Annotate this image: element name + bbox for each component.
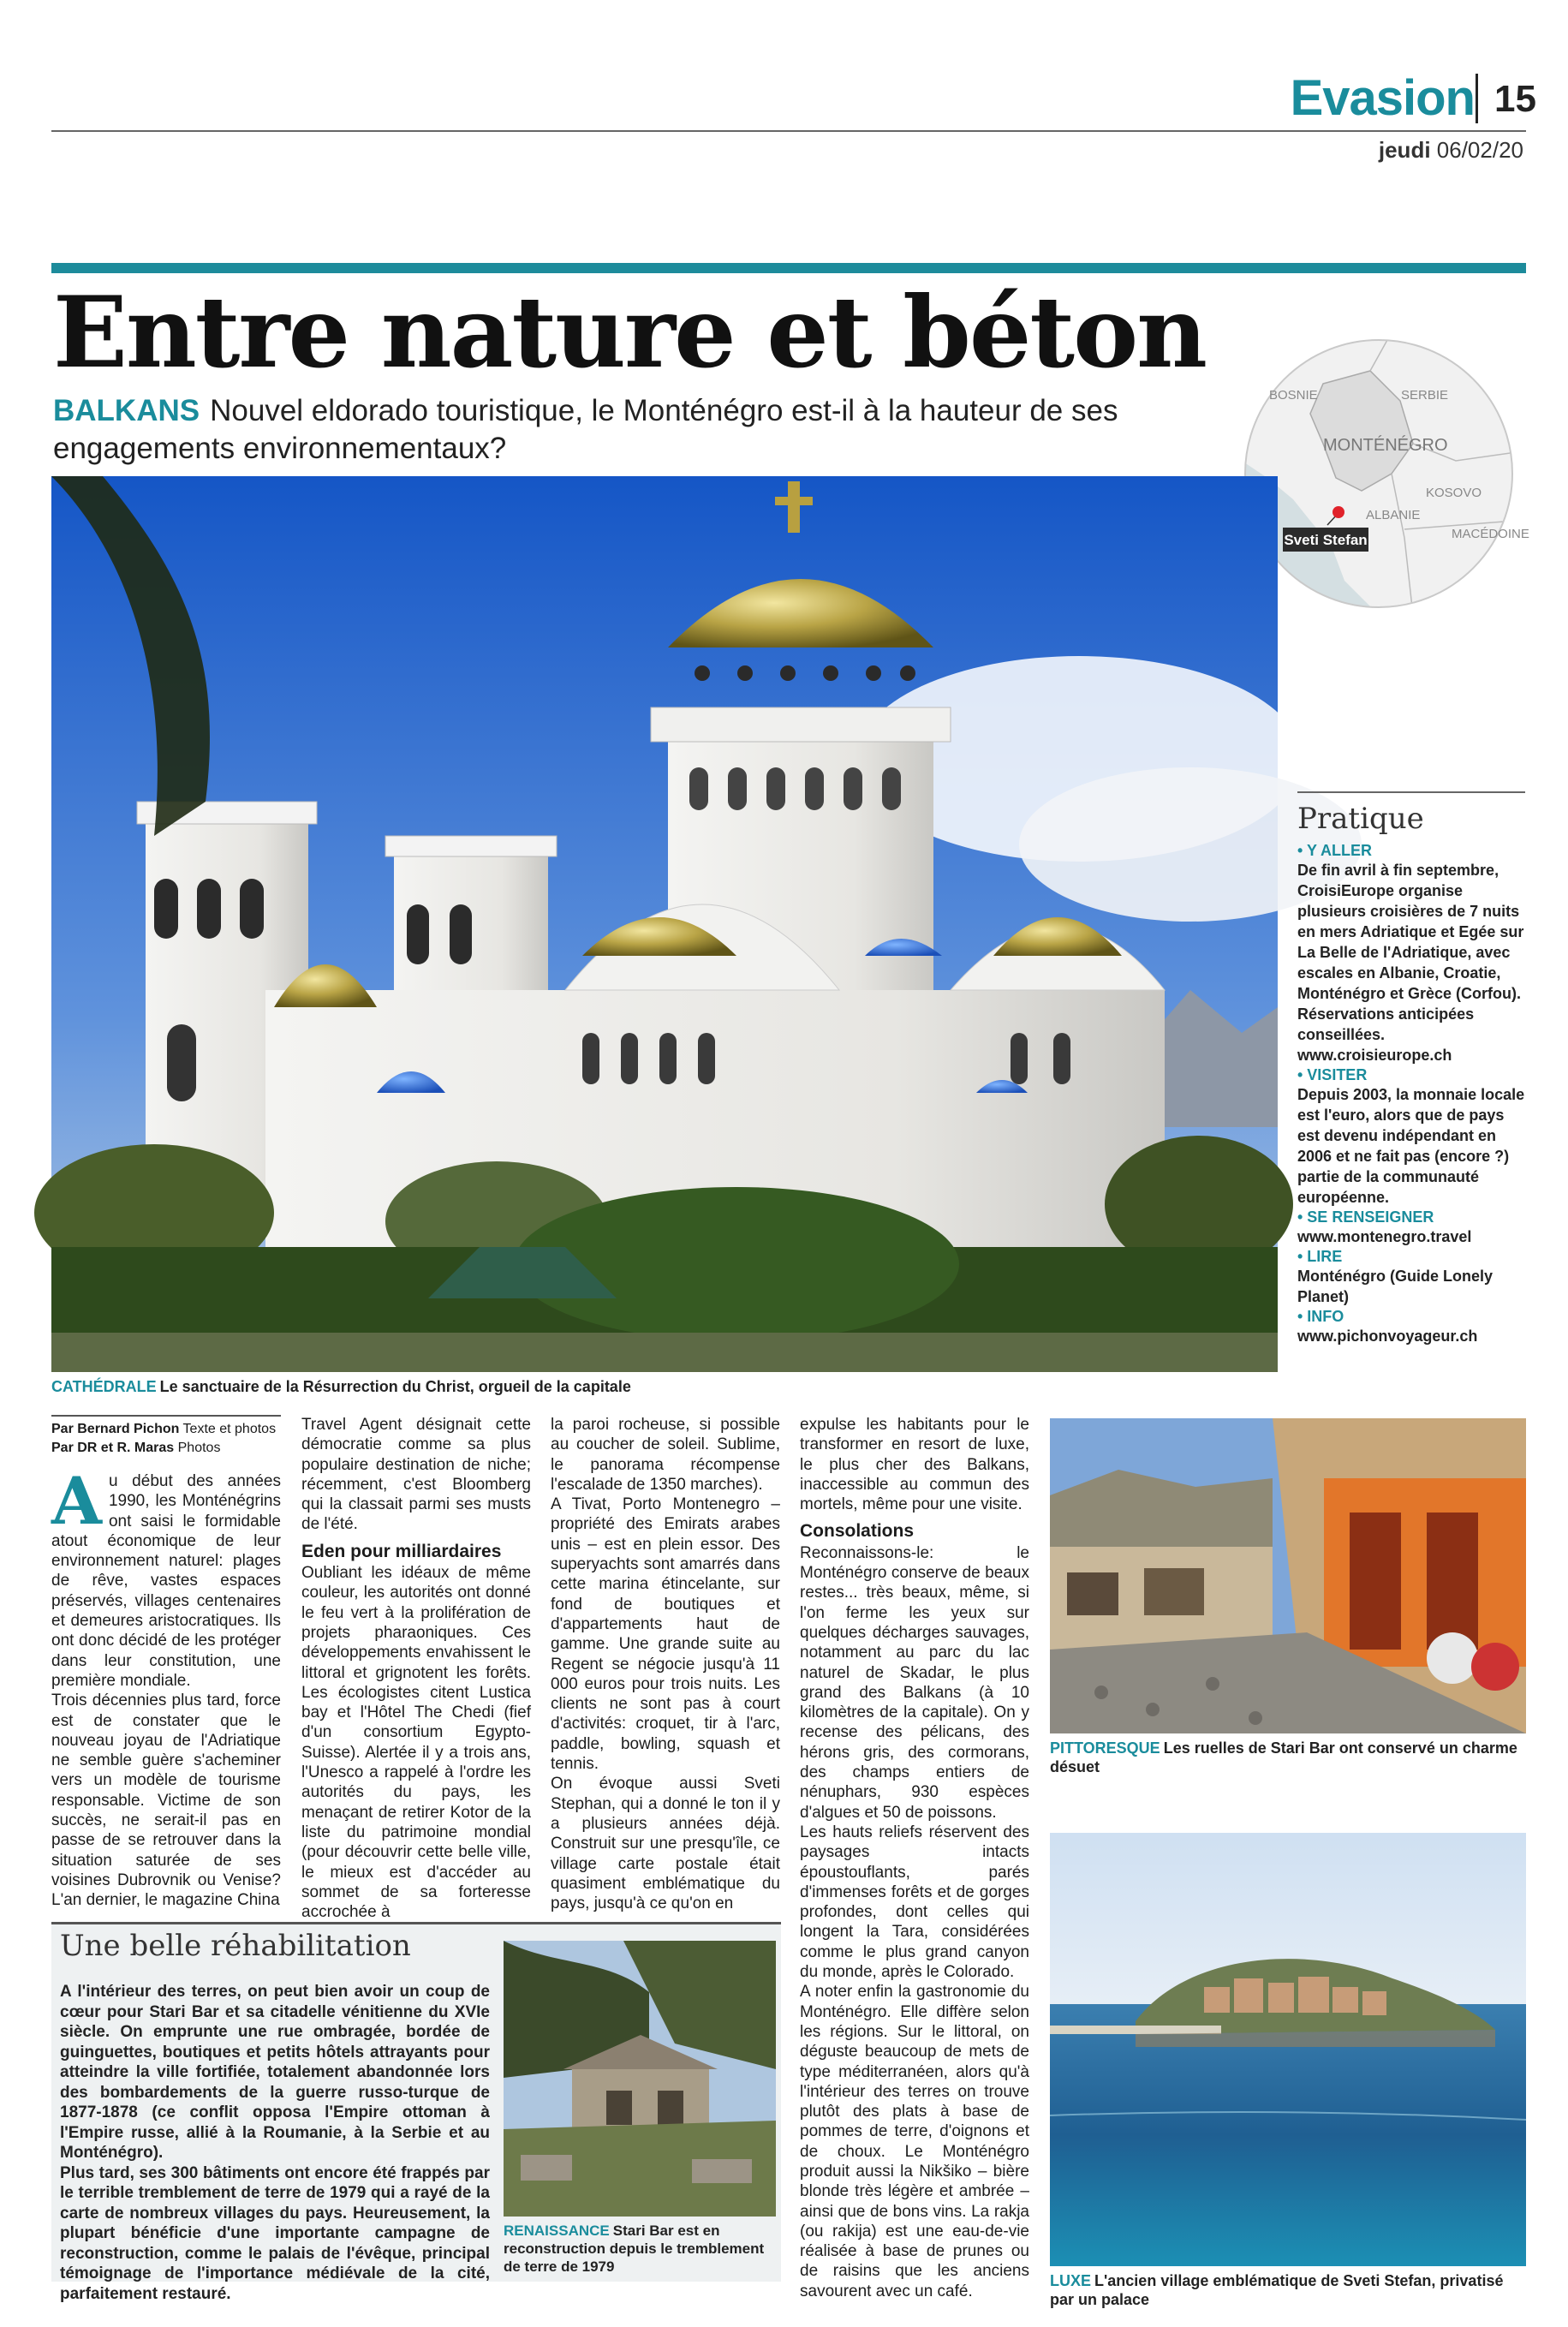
map-label-kosovo: KOSOVO xyxy=(1426,486,1482,500)
issue-date-value: 06/02/20 xyxy=(1436,137,1523,163)
byline-author-role: Texte et photos xyxy=(182,1422,277,1436)
header-separator xyxy=(1476,74,1478,123)
pratique-text: Depuis 2003, la monnaie locale est l'euro, alors que de pays est devenu indépendant en 2006 et ne fait pas (encore ?) partie de la communauté européenne. xyxy=(1297,1086,1525,1206)
box-caption-text: Stari Bar est en reconstruction depuis le tremblement de terre de 1979 xyxy=(504,2223,765,2275)
pratique-heading: • LIRE xyxy=(1297,1248,1343,1265)
map-pin-icon xyxy=(1333,506,1344,518)
article-column-3 xyxy=(551,1415,780,1913)
pratique-rule xyxy=(1297,791,1525,793)
pratique-sidebar xyxy=(1297,791,1525,1346)
article-paragraph: Oubliant les idéaux de même couleur, les autorités ont donné le feu vert à la prolifération de projets pharaoniques. Ces développements envahissent le littoral et grignotent les forêts. Les écologistes citent Lustica bay et l'Hôtel The Chedi (fief d'un consortium Egypto-Suisse). Alertée il y a trois ans, l'Unesco a rappelé à l'ordre les autorités du pays, les menaçant de retirer Kotor de la liste du patrimoine mondial (pour découvrir cette belle ville, le mieux est d'accéder au sommet de sa forteresse accrochée à xyxy=(301,1564,531,1922)
photo-sveti-stefan xyxy=(1050,1833,1526,2266)
box-caption-kicker: RENAISSANCE xyxy=(504,2223,610,2239)
byline xyxy=(51,1420,308,1458)
map-label-bosnie: BOSNIE xyxy=(1269,388,1318,403)
subheading-consolations: Consolations xyxy=(800,1521,915,1542)
article-column-4 xyxy=(800,1415,1029,2301)
photo3-caption-text: L'ancien village emblématique de Sveti Stefan, privatisé par un palace xyxy=(1050,2272,1504,2308)
byline-photo-role: Photos xyxy=(177,1441,221,1455)
photo2-caption-text: Les ruelles de Stari Bar ont conservé un charme désuet xyxy=(1050,1739,1517,1775)
header-rule xyxy=(51,130,1526,132)
map-label-serbie: SERBIE xyxy=(1401,388,1449,403)
pratique-heading: • VISITER xyxy=(1297,1066,1368,1083)
main-caption-kicker: CATHÉDRALE xyxy=(51,1378,157,1395)
photo-stari-bar-ruins xyxy=(504,1941,776,2217)
byline-rule xyxy=(51,1415,281,1417)
dek-kicker: BALKANS xyxy=(53,394,200,427)
box-title: Une belle réhabilitation xyxy=(60,1929,411,1963)
page-title: Entre nature et béton xyxy=(53,275,1206,390)
issue-day: jeudi xyxy=(1378,137,1431,163)
map-pin-label: Sveti Stefan xyxy=(1284,532,1368,548)
subheading-eden: Eden pour milliardaires xyxy=(301,1541,502,1561)
byline-photo-prefix: Par xyxy=(51,1441,74,1455)
pratique-text: Monténégro (Guide Lonely Planet) xyxy=(1297,1268,1493,1305)
section-name: Evasion xyxy=(1290,70,1475,126)
article-paragraph: u début des années 1990, les Monténégrins ont saisi le formidable atout économique de leur environnement naturel: plages de rêve, vastes espaces préservés, villages centenaires et demeures aristocratiques. Ils ont donc décidé de les protéger dans leur constitution, une première mondiale. xyxy=(51,1472,281,1690)
main-caption xyxy=(51,1377,1285,1396)
byline-photo xyxy=(51,1439,308,1458)
article-paragraph: Reconnaissons-le: le Monténégro conserve de beaux restes... très beaux, même, si l'on ferme les yeux sur quelques décharges sauvages, notamment au parc du lac naturel de Skadar, le plus grand des Balkans (à 10 kilomètres de la capitale). On y recense des pélicans, des hérons gris, des cormorans, des champs entiers de nénuphars, 930 espèces d'algues et 50 de poissons. xyxy=(800,1543,1029,1822)
byline-author-prefix: Par xyxy=(51,1422,74,1436)
box-rule xyxy=(51,1922,781,1924)
map-label-albanie: ALBANIE xyxy=(1366,508,1421,522)
dek xyxy=(53,392,1235,468)
photo-stari-bar-street xyxy=(1050,1418,1526,1733)
issue-date xyxy=(1379,137,1523,164)
box-photo-caption xyxy=(504,2222,776,2276)
box-paragraph: Plus tard, ses 300 bâtiments ont encore été frappés par le terrible tremblement de terre de 1979 qui a rayé de la carte de nombreux villages du pays. Heureusement, la plupart bénéficie d'une importante campagne de reconstruction, comme le palais de l'évêque, principal témoignage de l'importance médiévale de la cité, parfaitement restauré. xyxy=(60,2163,490,2303)
main-photo-cathedral xyxy=(51,476,1278,1372)
box-paragraph: A l'intérieur des terres, on peut bien avoir un coup de cœur pour Stari Bar et sa citadelle vénitienne du XVIe siècle. On emprunte une rue ombragée, bordée de guinguettes, boutiques et petits hôtels attrayants pour atteindre la ville fortifiée, totalement abandonnée lors des bombardements de la guerre russo-turque de 1877-1878 (ce conflit opposa l'Empire ottoman à l'Empire russe, allié à la Roumanie, à la Serbie et au Monténégro). xyxy=(60,1983,490,2162)
photo3-caption-kicker: LUXE xyxy=(1050,2272,1092,2289)
pratique-title: Pratique xyxy=(1297,802,1424,836)
photo2-caption xyxy=(1050,1739,1529,1776)
pratique-text: www.pichonvoyageur.ch xyxy=(1297,1328,1478,1345)
article-paragraph: Trois décennies plus tard, force est de constater que le nouveau joyau de l'Adriatique ne semble guère s'acheminer vers un modèle de tourisme responsable. Victime de son succès, ne serait-il pas en passe de se retrouver dans la situation saturée de ses voisines Dubrovnik ou Venise? L'an dernier, le magazine China xyxy=(51,1692,281,1910)
byline-photo-name: DR et R. Maras xyxy=(77,1441,175,1455)
main-caption-text: Le sanctuaire de la Résurrection du Christ, orgueil de la capitale xyxy=(159,1378,631,1395)
article-column-2 xyxy=(301,1415,531,1922)
byline-author xyxy=(51,1420,308,1439)
article-paragraph: Les hauts reliefs réservent des paysages intacts époustouflants, parés d'immenses forêts et de gorges profondes, dont celles qui longent la Tara, considérées comme le plus grand canyon du monde, après le Colorado. xyxy=(800,1823,1029,1982)
article-paragraph: A noter enfin la gastronomie du Monténégro. Elle diffère selon les régions. Sur le littoral, on déguste beaucoup de mets de type méditerranéen, alors qu'à l'intérieur des terres on trouve plutôt des plats à base de pommes de terre, d'oignons et de choux. Le Monténégro produit aussi la Nikšiko – bière blonde très légère et ambrée – ainsi que de bons vins. La rakja (ou rakija) est une eau-de-vie réalisée à base de prunes ou de raisins que les anciens savourent avec un café. xyxy=(800,1983,1029,2300)
article-paragraph: A Tivat, Porto Montenegro – propriété des Emirats arabes unis – est en plein essor. Des superyachts sont amarrés dans cette marina étincelante, sur fond de boutiques et d'appartements haut de gamme. Une grande suite au Regent se négocie jusqu'à 11 000 euros pour trois nuits. Les clients ne sont pas à court d'activités: croquet, tir à l'arc, paddle, bowling, squash et tennis. xyxy=(551,1495,780,1774)
pratique-heading: • INFO xyxy=(1297,1308,1344,1325)
map-label-montenegro: MONTÉNÉGRO xyxy=(1323,436,1448,455)
pratique-text: www.montenegro.travel xyxy=(1297,1228,1472,1245)
box-text xyxy=(60,1982,490,2304)
dek-text: Nouvel eldorado touristique, le Monténégro est-il à la hauteur de ses engagements environnementaux? xyxy=(53,394,1118,465)
page-number: 15 xyxy=(1494,78,1536,120)
photo3-caption xyxy=(1050,2271,1529,2309)
article-paragraph: Travel Agent désignait cette démocratie comme sa plus populaire destination de niche; récemment, c'est Bloomberg qui la classait parmi ses musts de l'été. xyxy=(301,1416,531,1534)
pratique-text: De fin avril à fin septembre, CroisiEurope organise plusieurs croisières de 7 nuits en mers Adriatique et Egée sur La Belle de l'Adriatique, avec escales en Albanie, Croatie, Monténégro et Grèce (Corfou). Réservations anticipées conseillées. www.croisieurope.ch xyxy=(1297,862,1524,1064)
pratique-heading: • Y ALLER xyxy=(1297,842,1372,859)
article-column-1 xyxy=(51,1463,281,1911)
photo2-caption-kicker: PITTORESQUE xyxy=(1050,1739,1160,1757)
article-paragraph: On évoque aussi Sveti Stephan, qui a donné le ton il y a plusieurs années déjà. Construit sur une presqu'île, ce village carte postale était quasiment emblématique du pays, jusqu'à ce qu'on en xyxy=(551,1775,780,1913)
byline-author-name: Bernard Pichon xyxy=(77,1422,180,1436)
map-label-macedoine: MACÉDOINE xyxy=(1452,527,1529,541)
article-paragraph: la paroi rocheuse, si possible au coucher de soleil. Sublime, le panorama récompense l'escalade de 1350 marches). xyxy=(551,1416,780,1494)
dropcap: A xyxy=(51,1463,102,1539)
pratique-heading: • SE RENSEIGNER xyxy=(1297,1208,1434,1226)
article-paragraph: expulse les habitants pour le transformer en resort de luxe, le plus cher des Balkans, inaccessible au commun des mortels, même pour une visite. xyxy=(800,1416,1029,1514)
locator-map xyxy=(1242,332,1529,615)
